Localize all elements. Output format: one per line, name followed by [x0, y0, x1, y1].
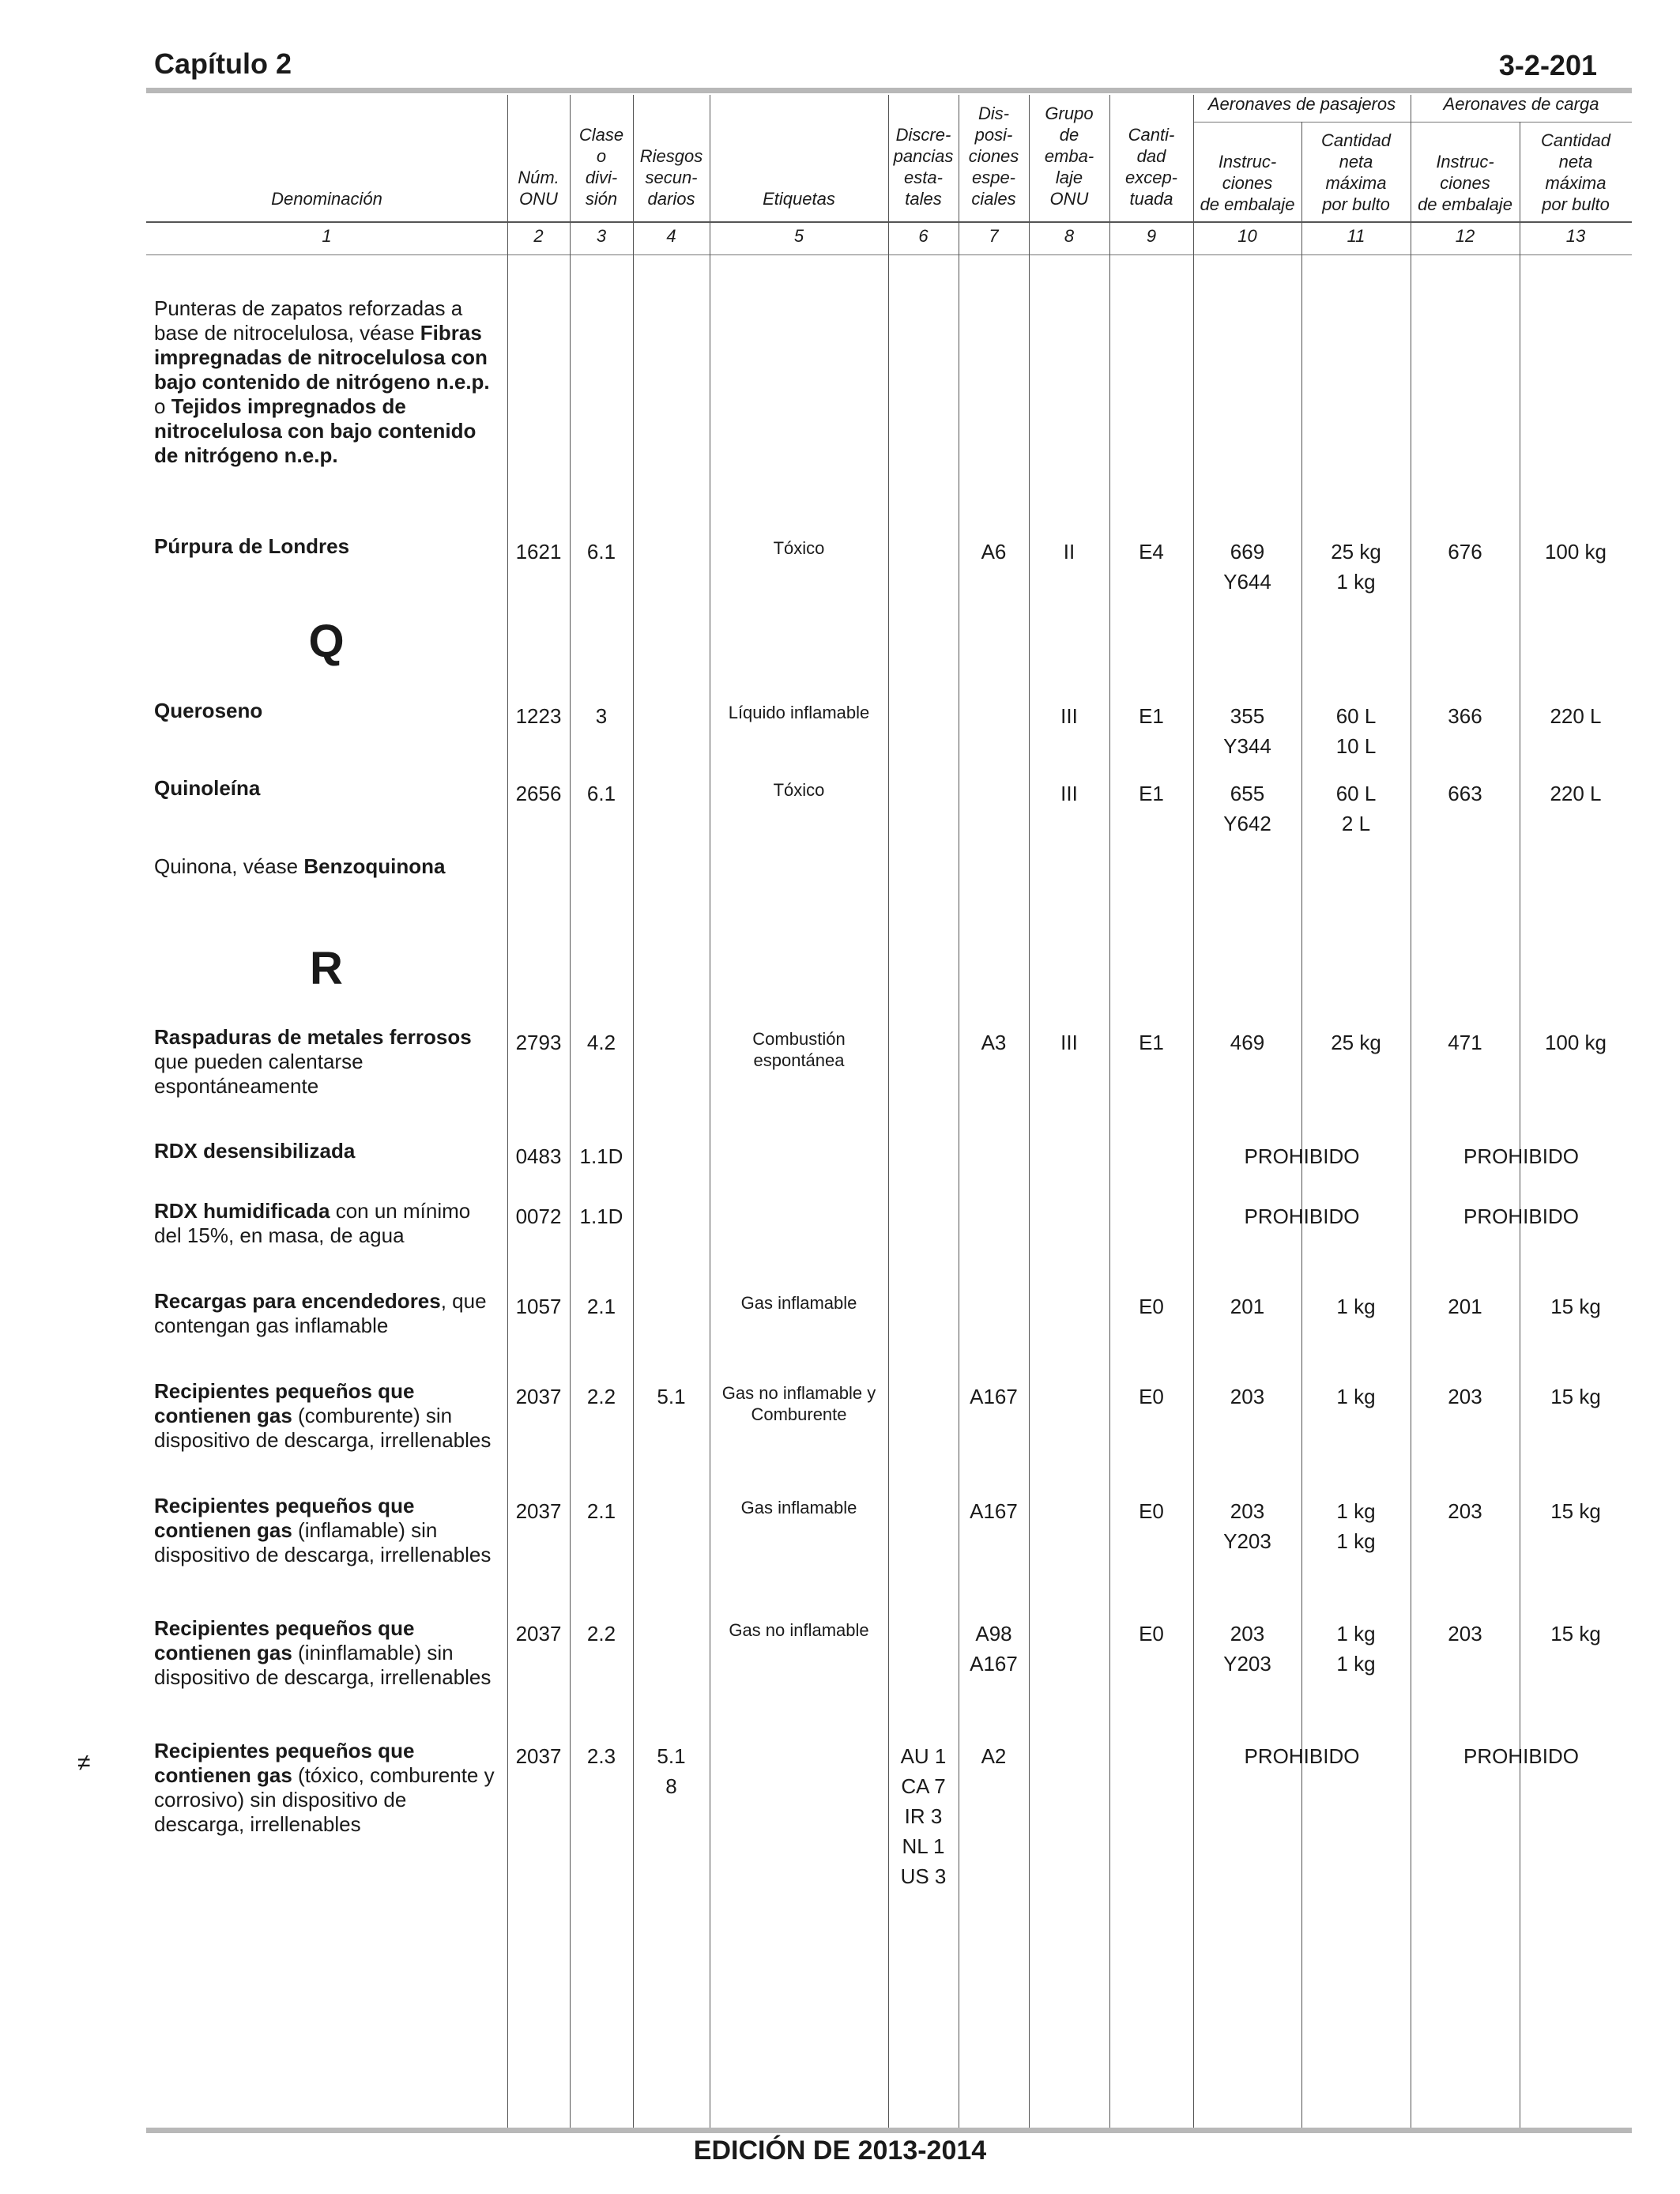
cell-cantidad-pasajeros: 60 L 10 L	[1335, 704, 1377, 758]
column-number: 9	[1146, 226, 1157, 246]
header-etiquetas: Etiquetas	[763, 189, 835, 209]
column-number: 10	[1237, 226, 1257, 246]
cell-clase: 1.1D	[579, 1144, 623, 1168]
entry-name: RDX desensibilizada	[154, 1139, 356, 1163]
cell-cantidad-exceptuada: E1	[1139, 704, 1164, 728]
cell-onu: 0483	[515, 1144, 562, 1168]
column-number: 3	[596, 226, 607, 246]
cell-cantidad-exceptuada: E1	[1139, 1031, 1164, 1054]
section-letter-r: R	[310, 943, 343, 994]
cell-instrucciones-pasajeros: 203	[1230, 1385, 1265, 1408]
header-riesgos: Riesgos secun- darios	[639, 146, 703, 209]
cell-instrucciones-carga: 201	[1448, 1295, 1482, 1318]
header-clase: Clase o divi- sión	[578, 125, 624, 209]
cell-onu: 1223	[515, 704, 562, 728]
cell-cantidad-carga: 15 kg	[1550, 1622, 1601, 1646]
cell-clase: 2.2	[586, 1385, 616, 1408]
cell-cantidad-carga: 15 kg	[1550, 1385, 1601, 1408]
column-number: 11	[1347, 226, 1365, 246]
cell-cantidad-pasajeros: 60 L 2 L	[1335, 782, 1377, 835]
entry-name: Raspaduras de metales ferrosos que pueden calentarse espontáneamente	[154, 1025, 472, 1098]
cell-prohibido-pasajeros: PROHIBIDO	[1244, 1744, 1360, 1768]
column-number: 4	[666, 226, 676, 246]
cell-instrucciones-carga: 366	[1448, 704, 1482, 728]
column-number: 7	[989, 226, 999, 246]
cell-onu: 2037	[515, 1385, 562, 1408]
entry-name: Quinoleína	[154, 776, 261, 800]
cell-clase: 2.1	[586, 1499, 616, 1523]
column-divider	[1029, 95, 1030, 2128]
cell-etiqueta: Tóxico	[773, 538, 825, 558]
cell-cantidad-exceptuada: E0	[1139, 1295, 1164, 1318]
cell-riesgos: 5.1 8	[657, 1744, 686, 1798]
cell-cantidad-pasajeros: 1 kg 1 kg	[1336, 1622, 1376, 1676]
cell-clase: 2.2	[586, 1622, 616, 1646]
cell-onu: 0072	[515, 1204, 562, 1228]
header-disposiciones: Dis- posi- ciones espe- ciales	[968, 104, 1019, 209]
cell-disposiciones: A2	[981, 1744, 1007, 1768]
cell-cantidad-exceptuada: E1	[1139, 782, 1164, 805]
column-divider	[633, 95, 634, 2128]
cell-cantidad-exceptuada: E0	[1139, 1385, 1164, 1408]
cell-disposiciones: A98 A167	[970, 1622, 1018, 1676]
section-letter-q: Q	[308, 616, 345, 667]
cell-instrucciones-carga: 663	[1448, 782, 1482, 805]
entry-name: Recipientes pequeños que contienen gas (inflamable) sin dispositivo de descarga, irrellenables	[154, 1494, 492, 1566]
cell-etiqueta: Gas inflamable	[740, 1293, 857, 1313]
cell-prohibido-pasajeros: PROHIBIDO	[1244, 1204, 1360, 1228]
cell-onu: 2037	[515, 1744, 562, 1768]
cell-cantidad-carga: 100 kg	[1544, 540, 1607, 564]
cell-instrucciones-pasajeros: 355 Y344	[1223, 704, 1271, 758]
cell-cantidad-carga: 15 kg	[1550, 1499, 1601, 1523]
header-instrucciones-pasajeros: Instruc- ciones de embalaje	[1200, 152, 1295, 214]
cell-disposiciones: A167	[970, 1385, 1018, 1408]
cell-etiqueta: Líquido inflamable	[728, 703, 870, 722]
cell-instrucciones-pasajeros: 469	[1230, 1031, 1265, 1054]
cell-onu: 2037	[515, 1499, 562, 1523]
column-divider	[1193, 95, 1194, 2128]
column-divider	[507, 95, 508, 2128]
header-aeronaves-pasajeros: Aeronaves de pasajeros	[1207, 94, 1396, 114]
column-divider	[570, 95, 571, 2128]
chapter-title: Capítulo 2	[154, 47, 292, 80]
cell-instrucciones-carga: 471	[1448, 1031, 1482, 1054]
column-number-rule	[146, 254, 1632, 255]
header-cantidad-pasajeros: Cantidad neta máxima por bulto	[1320, 130, 1392, 214]
header-grupo-embalaje: Grupo de emba- laje ONU	[1044, 104, 1094, 209]
entry-name: RDX humidificada con un mínimo del 15%, en masa, de agua	[154, 1199, 471, 1247]
header-num-onu: Núm. ONU	[518, 168, 559, 209]
column-number: 6	[918, 226, 929, 246]
cell-clase: 3	[595, 704, 608, 728]
entry-name: Queroseno	[154, 699, 263, 722]
cell-onu: 1621	[515, 540, 562, 564]
cell-prohibido-pasajeros: PROHIBIDO	[1244, 1144, 1360, 1168]
column-number: 1	[322, 226, 332, 246]
cell-instrucciones-pasajeros: 655 Y642	[1223, 782, 1271, 835]
cell-onu: 2037	[515, 1622, 562, 1646]
cell-disposiciones: A6	[981, 540, 1007, 564]
cell-cantidad-exceptuada: E0	[1139, 1499, 1164, 1523]
cell-cantidad-pasajeros: 1 kg 1 kg	[1336, 1499, 1376, 1553]
cell-clase: 4.2	[586, 1031, 616, 1054]
cell-grupo: III	[1060, 704, 1078, 728]
cell-cantidad-carga: 15 kg	[1550, 1295, 1601, 1318]
cell-clase: 2.1	[586, 1295, 616, 1318]
column-divider	[1109, 95, 1110, 2128]
cell-etiqueta: Gas inflamable	[740, 1498, 857, 1517]
cell-etiqueta: Tóxico	[773, 780, 825, 800]
header-rule	[146, 221, 1632, 223]
cell-grupo: III	[1060, 1031, 1078, 1054]
column-divider	[1301, 122, 1302, 2128]
cell-grupo: II	[1063, 540, 1075, 564]
cell-instrucciones-pasajeros: 201	[1230, 1295, 1265, 1318]
header-aeronaves-carga: Aeronaves de carga	[1443, 94, 1599, 114]
cell-etiqueta: Gas no inflamable	[729, 1620, 869, 1640]
cell-onu: 2656	[515, 782, 562, 805]
cell-etiqueta: Gas no inflamable y Comburente	[721, 1383, 876, 1424]
cell-instrucciones-pasajeros: 203 Y203	[1223, 1622, 1271, 1676]
cell-onu: 2793	[515, 1031, 562, 1054]
entry-name: Recipientes pequeños que contienen gas (tóxico, comburente y corrosivo) sin dispositivo de descarga, irrellenables	[154, 1739, 495, 1836]
footer-edition: EDICIÓN DE 2013-2014	[693, 2136, 987, 2166]
cell-disposiciones: A3	[981, 1031, 1007, 1054]
cell-prohibido-carga: PROHIBIDO	[1463, 1144, 1579, 1168]
page-number: 3-2-201	[1498, 49, 1597, 81]
cell-instrucciones-pasajeros: 203 Y203	[1223, 1499, 1271, 1553]
cell-cantidad-exceptuada: E0	[1139, 1622, 1164, 1646]
entry-name: Recipientes pequeños que contienen gas (ininflamable) sin dispositivo de descarga, irrellenables	[154, 1616, 492, 1689]
cell-instrucciones-carga: 676	[1448, 540, 1482, 564]
cell-instrucciones-carga: 203	[1448, 1499, 1482, 1523]
entry-name: Recargas para encendedores, que contengan gas inflamable	[154, 1289, 487, 1337]
cell-clase: 6.1	[586, 782, 616, 805]
cell-instrucciones-carga: 203	[1448, 1622, 1482, 1646]
entry-name: Recipientes pequeños que contienen gas (comburente) sin dispositivo de descarga, irrellenables	[154, 1379, 492, 1452]
column-number: 8	[1064, 226, 1075, 246]
cell-cantidad-exceptuada: E4	[1139, 540, 1164, 564]
cell-cantidad-carga: 220 L	[1550, 704, 1602, 728]
cell-cantidad-pasajeros: 1 kg	[1336, 1385, 1376, 1408]
column-number: 2	[533, 226, 544, 246]
bottom-rule	[146, 2128, 1632, 2133]
cell-prohibido-carga: PROHIBIDO	[1463, 1204, 1579, 1228]
header-cantidad-carga: Cantidad neta máxima por bulto	[1540, 130, 1611, 214]
cell-disposiciones: A167	[970, 1499, 1018, 1523]
cell-cantidad-pasajeros: 1 kg	[1336, 1295, 1376, 1318]
entry-quinona-name: Quinona, véase Benzoquinona	[154, 854, 446, 878]
header-cantidad-exceptuada: Canti- dad excep- tuada	[1124, 125, 1178, 209]
cell-clase: 1.1D	[579, 1204, 623, 1228]
cell-discrepancias: AU 1 CA 7 IR 3 NL 1 US 3	[900, 1744, 947, 1888]
column-number: 13	[1565, 226, 1586, 246]
cell-etiqueta: Combustión espontánea	[752, 1029, 846, 1070]
cell-cantidad-pasajeros: 25 kg	[1331, 1031, 1381, 1054]
cell-cantidad-pasajeros: 25 kg 1 kg	[1331, 540, 1381, 594]
cell-onu: 1057	[515, 1295, 562, 1318]
cell-prohibido-carga: PROHIBIDO	[1463, 1744, 1579, 1768]
cell-instrucciones-pasajeros: 669 Y644	[1223, 540, 1271, 594]
header-denominacion: Denominación	[271, 189, 382, 209]
cell-instrucciones-carga: 203	[1448, 1385, 1482, 1408]
aircraft-header-rule	[1193, 122, 1632, 123]
cell-clase: 2.3	[586, 1744, 616, 1768]
cell-riesgos: 5.1	[657, 1385, 686, 1408]
header-instrucciones-carga: Instruc- ciones de embalaje	[1418, 152, 1512, 214]
cell-clase: 6.1	[586, 540, 616, 564]
change-mark: ≠	[77, 1750, 91, 1776]
cell-grupo: III	[1060, 782, 1078, 805]
cell-cantidad-carga: 100 kg	[1544, 1031, 1607, 1054]
column-number: 12	[1455, 226, 1475, 246]
top-rule	[146, 88, 1632, 93]
entry-punteras-name: Punteras de zapatos reforzadas a base de nitrocelulosa, véase Fibras impregnadas de nitrocelulosa con bajo contenido de nitrógeno n.e.p. o Tejidos impregnados de nitrocelulosa con bajo contenido de nitrógeno n.e.p.	[154, 296, 490, 467]
entry-name: Púrpura de Londres	[154, 534, 350, 558]
cell-cantidad-carga: 220 L	[1550, 782, 1602, 805]
column-number: 5	[793, 226, 804, 246]
header-discrepancias: Discre- pancias esta- tales	[893, 125, 954, 209]
